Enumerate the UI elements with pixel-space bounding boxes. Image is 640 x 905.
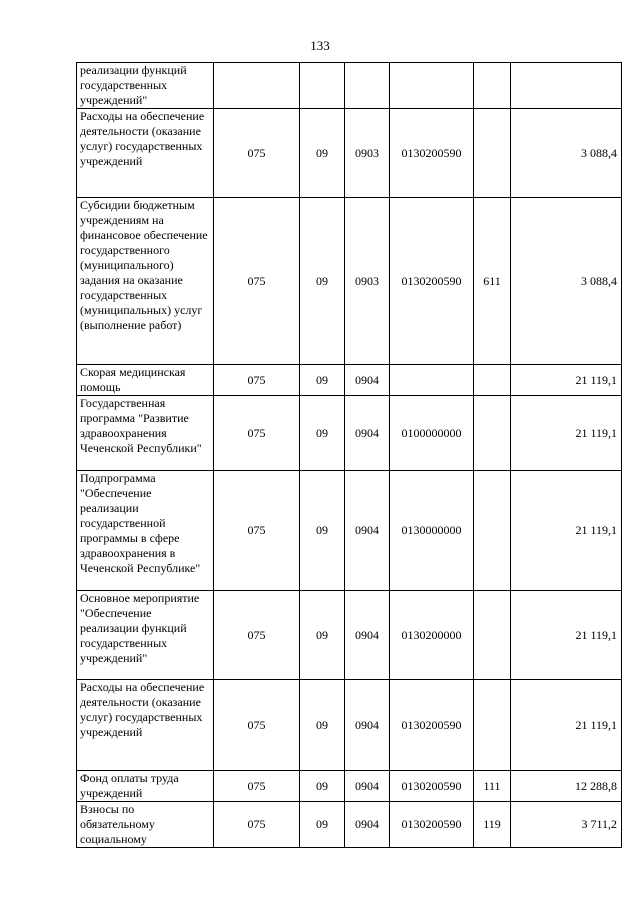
row-vr: 119 — [474, 802, 511, 848]
row-csr: 0130200590 — [390, 680, 474, 771]
row-sum: 21 119,1 — [511, 396, 622, 471]
row-rz — [300, 63, 345, 109]
page-number: 133 — [310, 38, 330, 53]
row-sum — [511, 63, 622, 109]
row-vr — [474, 591, 511, 680]
budget-table — [76, 62, 622, 848]
row-csr: 0130200590 — [390, 802, 474, 848]
row-name: Субсидии бюджетным учреждениям на финансовое обеспечение государственного (муниципального) задания на оказание государственных (муниципальных) услуг (выполнение работ) — [77, 198, 214, 365]
row-ved: 075 — [214, 802, 300, 848]
row-ved: 075 — [214, 109, 300, 198]
row-sum: 3 088,4 — [511, 109, 622, 198]
row-prz: 0904 — [345, 680, 390, 771]
table-row — [77, 63, 622, 109]
row-ved: 075 — [214, 471, 300, 591]
row-csr — [390, 63, 474, 109]
row-csr — [390, 365, 474, 396]
row-ved: 075 — [214, 771, 300, 802]
row-rz: 09 — [300, 771, 345, 802]
row-name: Государственная программа "Развитие здравоохранения Чеченской Республики" — [77, 396, 214, 471]
row-csr: 0100000000 — [390, 396, 474, 471]
row-prz: 0904 — [345, 471, 390, 591]
row-vr — [474, 471, 511, 591]
row-vr — [474, 365, 511, 396]
row-csr: 0130200590 — [390, 109, 474, 198]
row-ved — [214, 63, 300, 109]
table-row — [77, 198, 622, 365]
table-row — [77, 109, 622, 198]
row-sum: 21 119,1 — [511, 365, 622, 396]
row-sum: 3 711,2 — [511, 802, 622, 848]
table-row — [77, 771, 622, 802]
row-ved: 075 — [214, 198, 300, 365]
row-rz: 09 — [300, 591, 345, 680]
table-row — [77, 396, 622, 471]
row-name: Фонд оплаты труда учреждений — [77, 771, 214, 802]
row-vr — [474, 396, 511, 471]
row-name: Расходы на обеспечение деятельности (оказание услуг) государственных учреждений — [77, 680, 214, 771]
row-name: Расходы на обеспечение деятельности (оказание услуг) государственных учреждений — [77, 109, 214, 198]
row-sum: 21 119,1 — [511, 591, 622, 680]
row-name: Подпрограмма "Обеспечение реализации государственной программы в сфере здравоохранения в Чеченской Республике" — [77, 471, 214, 591]
row-vr: 611 — [474, 198, 511, 365]
row-rz: 09 — [300, 680, 345, 771]
row-prz: 0904 — [345, 771, 390, 802]
row-ved: 075 — [214, 365, 300, 396]
row-rz: 09 — [300, 365, 345, 396]
row-vr: 111 — [474, 771, 511, 802]
row-prz: 0903 — [345, 109, 390, 198]
row-rz: 09 — [300, 198, 345, 365]
row-name: реализации функций государственных учреждений" — [77, 63, 214, 109]
row-prz: 0903 — [345, 198, 390, 365]
row-vr — [474, 63, 511, 109]
row-rz: 09 — [300, 396, 345, 471]
row-csr: 0130200590 — [390, 198, 474, 365]
row-sum: 21 119,1 — [511, 471, 622, 591]
row-rz: 09 — [300, 471, 345, 591]
row-vr — [474, 680, 511, 771]
table-row — [77, 680, 622, 771]
row-ved: 075 — [214, 680, 300, 771]
row-name: Скорая медицинская помощь — [77, 365, 214, 396]
table-row — [77, 471, 622, 591]
row-vr — [474, 109, 511, 198]
row-ved: 075 — [214, 396, 300, 471]
row-prz: 0904 — [345, 396, 390, 471]
row-sum: 3 088,4 — [511, 198, 622, 365]
row-csr: 0130200000 — [390, 591, 474, 680]
row-prz: 0904 — [345, 591, 390, 680]
table-row — [77, 802, 622, 848]
row-csr: 0130000000 — [390, 471, 474, 591]
row-sum: 21 119,1 — [511, 680, 622, 771]
row-ved: 075 — [214, 591, 300, 680]
row-prz — [345, 63, 390, 109]
table-row — [77, 591, 622, 680]
table-row — [77, 365, 622, 396]
row-prz: 0904 — [345, 365, 390, 396]
row-name: Основное мероприятие "Обеспечение реализации функций государственных учреждений" — [77, 591, 214, 680]
row-name: Взносы по обязательному социальному — [77, 802, 214, 848]
row-csr: 0130200590 — [390, 771, 474, 802]
row-rz: 09 — [300, 802, 345, 848]
row-sum: 12 288,8 — [511, 771, 622, 802]
row-rz: 09 — [300, 109, 345, 198]
row-prz: 0904 — [345, 802, 390, 848]
